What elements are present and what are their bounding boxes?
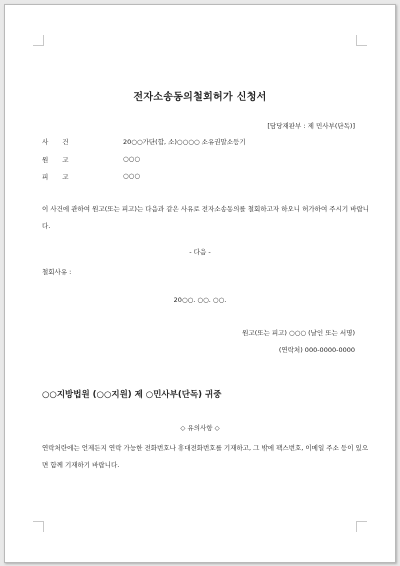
plaintiff-label: 원고 bbox=[42, 156, 83, 164]
plaintiff-value: ○○○ bbox=[123, 155, 141, 163]
document-date: 20○○. ○○. ○○. bbox=[173, 296, 227, 304]
document-title: 전자소송동의철회허가 신청서 bbox=[133, 92, 267, 103]
notice-text: 연락처란에는 언제든지 연락 가능한 전화번호나 휴대전화번호를 기재하고, 그 밖에 팩스번호, 이메일 주소 등이 있으면 함께 기재하기 바랍니다. bbox=[42, 444, 369, 469]
page-corner-mark bbox=[33, 35, 44, 46]
notice-title: ◇ 유의사항 ◇ bbox=[180, 424, 220, 432]
document-page bbox=[4, 4, 396, 563]
request-paragraph: 이 사건에 관하여 원고(또는 피고)는 다음과 같은 사유로 전자소송동의를 철회하고자 하오니 허가하여 주시기 바랍니다. bbox=[42, 205, 370, 230]
reason-label: 철회사유 : bbox=[42, 268, 72, 276]
defendant-label: 피고 bbox=[42, 173, 83, 181]
contact-line: (연락처) 000-0000-0000 bbox=[278, 346, 355, 354]
page-corner-mark bbox=[356, 521, 367, 532]
page-corner-mark bbox=[33, 521, 44, 532]
defendant-value: ○○○ bbox=[123, 172, 141, 180]
page-corner-mark bbox=[356, 35, 367, 46]
signature-line: 원고(또는 피고) ○○○ (날인 또는 서명) bbox=[242, 329, 355, 337]
case-label: 사건 bbox=[42, 138, 83, 146]
section-next-heading: - 다음 - bbox=[189, 248, 211, 256]
department-line: [담당재판부 : 제 민사부(단독)] bbox=[267, 122, 355, 130]
court-addressee: ○○지방법원 (○○지원) 제 ○민사부(단독) 귀중 bbox=[42, 390, 222, 400]
case-value: 20○○가단(합, 소)○○○○ 소유권말소등기 bbox=[123, 138, 246, 146]
